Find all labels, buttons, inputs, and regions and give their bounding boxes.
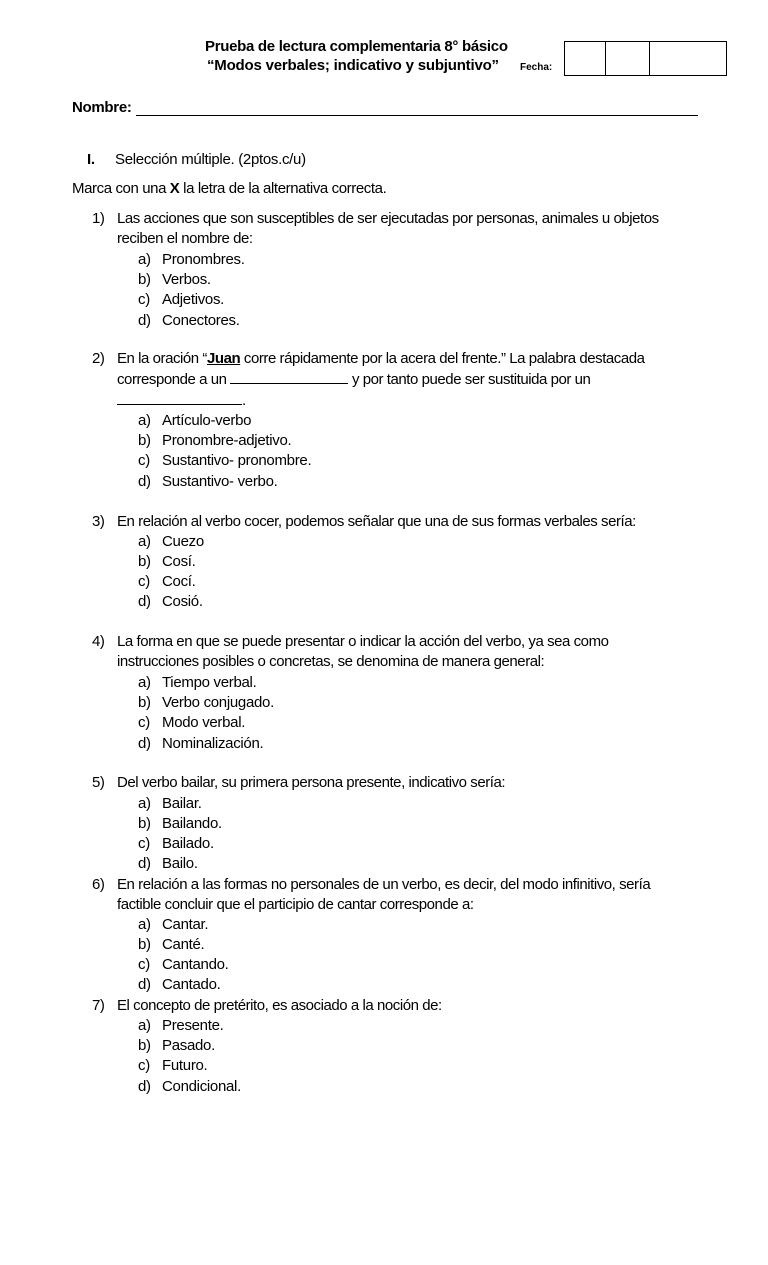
option-text: Bailado. — [162, 835, 214, 852]
q2-highlight-word: Juan — [206, 350, 241, 367]
option-7d[interactable] — [138, 1077, 241, 1097]
q2-pre: En la oración “ — [117, 350, 207, 367]
question-text — [117, 369, 677, 390]
question-text — [117, 390, 677, 411]
option-letter: d) — [138, 593, 151, 610]
date-box-day[interactable] — [565, 42, 606, 75]
option-letter: c) — [138, 956, 150, 973]
option-text: Presente. — [162, 1017, 224, 1034]
date-box-month[interactable] — [606, 42, 650, 75]
page-subtitle: “Modos verbales; indicativo y subjuntivo” — [207, 57, 499, 74]
option-3c[interactable] — [138, 572, 196, 592]
option-letter: c) — [138, 835, 150, 852]
option-2a[interactable] — [138, 411, 251, 431]
option-letter: b) — [138, 1037, 151, 1054]
question-number: 2) — [92, 350, 105, 367]
option-5d[interactable] — [138, 854, 198, 874]
option-6d[interactable] — [138, 975, 220, 995]
q2-line2a: corresponde a un — [117, 371, 231, 388]
option-letter: d) — [138, 1078, 151, 1095]
option-letter: b) — [138, 815, 151, 832]
option-letter: a) — [138, 251, 151, 268]
option-text: Cantado. — [162, 976, 221, 993]
option-6a[interactable] — [138, 915, 208, 935]
section-number: I. — [87, 151, 95, 168]
option-5a[interactable] — [138, 794, 202, 814]
question-text: En relación al verbo cocer, podemos señalar que una de sus formas verbales sería: — [117, 513, 636, 530]
instruction-post: la letra de la alternativa correcta. — [179, 180, 387, 197]
option-5b[interactable] — [138, 814, 222, 834]
section-title: Selección múltiple. (2ptos.c/u) — [115, 151, 306, 168]
option-2d[interactable] — [138, 472, 278, 492]
question-number: 7) — [92, 997, 105, 1014]
option-letter: c) — [138, 291, 150, 308]
option-text: Sustantivo- verbo. — [162, 473, 278, 490]
option-letter: c) — [138, 573, 150, 590]
option-letter: a) — [138, 533, 151, 550]
option-text: Adjetivos. — [162, 291, 225, 308]
option-text: Nominalización. — [162, 735, 264, 752]
date-boxes[interactable] — [564, 41, 727, 76]
question-text: En relación a las formas no personales de un verbo, es decir, del modo infinitivo, sería — [117, 876, 651, 893]
question-number: 5) — [92, 774, 105, 791]
option-text: Cantar. — [162, 916, 209, 933]
option-4d[interactable] — [138, 734, 263, 754]
option-text: Cocí. — [162, 573, 196, 590]
option-letter: a) — [138, 674, 151, 691]
instruction-mark: X — [169, 180, 180, 197]
q2-post: corre rápidamente por la acera del frente.” La palabra destacada — [240, 350, 645, 367]
option-text: Cuezo — [162, 533, 204, 550]
option-text: Canté. — [162, 936, 205, 953]
question-number: 6) — [92, 876, 105, 893]
option-letter: d) — [138, 855, 151, 872]
option-text: Verbo conjugado. — [162, 694, 274, 711]
option-text: Sustantivo- pronombre. — [162, 452, 312, 469]
answer-blank[interactable] — [117, 390, 242, 405]
option-letter: b) — [138, 271, 151, 288]
option-4c[interactable] — [138, 713, 245, 733]
option-7a[interactable] — [138, 1016, 224, 1036]
option-7b[interactable] — [138, 1036, 215, 1056]
option-letter: b) — [138, 553, 151, 570]
option-text: Pronombres. — [162, 251, 245, 268]
option-1d[interactable] — [138, 311, 240, 331]
option-text: Pasado. — [162, 1037, 215, 1054]
question-number: 1) — [92, 210, 105, 227]
page-title: Prueba de lectura complementaria 8° básico — [205, 38, 508, 55]
instruction — [72, 180, 386, 197]
option-letter: b) — [138, 936, 151, 953]
option-text: Bailando. — [162, 815, 222, 832]
option-letter: c) — [138, 1057, 150, 1074]
option-text: Artículo-verbo — [162, 412, 252, 429]
option-letter: d) — [138, 735, 151, 752]
option-1b[interactable] — [138, 270, 211, 290]
option-text: Bailo. — [162, 855, 198, 872]
option-3a[interactable] — [138, 532, 204, 552]
option-text: Cantando. — [162, 956, 229, 973]
option-3d[interactable] — [138, 592, 203, 612]
option-2b[interactable] — [138, 431, 291, 451]
option-text: Modo verbal. — [162, 714, 246, 731]
nombre-label: Nombre: — [72, 99, 132, 116]
option-1c[interactable] — [138, 290, 224, 310]
option-text: Verbos. — [162, 271, 211, 288]
option-2c[interactable] — [138, 451, 311, 471]
option-text: Bailar. — [162, 795, 202, 812]
answer-blank[interactable] — [230, 369, 348, 384]
option-letter: a) — [138, 1017, 151, 1034]
question-text: factible concluir que el participio de cantar corresponde a: — [117, 896, 474, 913]
option-7c[interactable] — [138, 1056, 207, 1076]
option-text: Condicional. — [162, 1078, 241, 1095]
option-letter: a) — [138, 795, 151, 812]
option-letter: d) — [138, 473, 151, 490]
question-text: reciben el nombre de: — [117, 230, 253, 247]
option-letter: c) — [138, 452, 150, 469]
option-4a[interactable] — [138, 673, 256, 693]
option-letter: b) — [138, 432, 151, 449]
option-6c[interactable] — [138, 955, 229, 975]
nombre-field-line[interactable] — [136, 115, 698, 116]
fecha-label: Fecha: — [520, 62, 553, 73]
option-text: Tiempo verbal. — [162, 674, 257, 691]
option-3b[interactable] — [138, 552, 196, 572]
option-4b[interactable] — [138, 693, 274, 713]
option-text: Cosió. — [162, 593, 203, 610]
question-text: Del verbo bailar, su primera persona presente, indicativo sería: — [117, 774, 506, 791]
option-text: Cosí. — [162, 553, 196, 570]
option-letter: d) — [138, 976, 151, 993]
question-text: Las acciones que son susceptibles de ser ejecutadas por personas, animales u objetos — [117, 210, 659, 227]
option-letter: b) — [138, 694, 151, 711]
option-6b[interactable] — [138, 935, 204, 955]
option-letter: a) — [138, 412, 151, 429]
instruction-pre: Marca con una — [72, 180, 170, 197]
option-text: Pronombre-adjetivo. — [162, 432, 292, 449]
option-letter: a) — [138, 916, 151, 933]
question-text — [117, 349, 677, 369]
question-number: 3) — [92, 513, 105, 530]
option-1a[interactable] — [138, 250, 245, 270]
date-box-year[interactable] — [650, 42, 726, 75]
q2-line3-end: . — [242, 392, 246, 409]
option-letter: c) — [138, 714, 150, 731]
section-heading — [87, 151, 306, 168]
option-text: Conectores. — [162, 312, 240, 329]
question-number: 4) — [92, 633, 105, 650]
option-text: Futuro. — [162, 1057, 208, 1074]
question-text: El concepto de pretérito, es asociado a la noción de: — [117, 997, 442, 1014]
q2-line2b: y por tanto puede ser sustituida por un — [348, 371, 591, 388]
option-5c[interactable] — [138, 834, 214, 854]
option-letter: d) — [138, 312, 151, 329]
question-text: La forma en que se puede presentar o indicar la acción del verbo, ya sea como — [117, 633, 609, 650]
question-text: instrucciones posibles o concretas, se denomina de manera general: — [117, 653, 545, 670]
